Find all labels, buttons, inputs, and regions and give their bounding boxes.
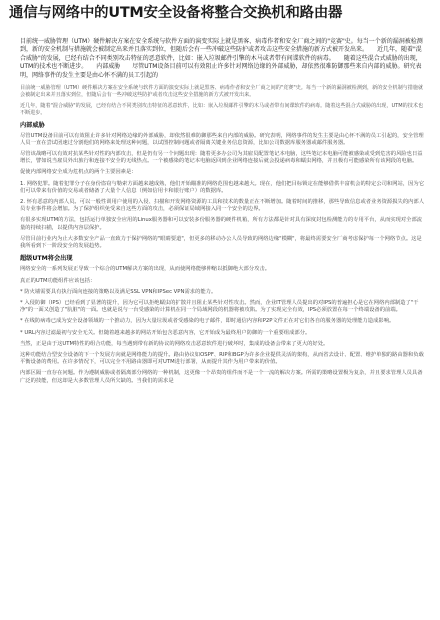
paragraph: 1. 网络犯罪。随着犯罪分子在身份盗窃与勒索方面越来越成熟，他们开始瞄准的网络范围也越来越大。现在，他们把目标锁定在能够借供丰富机会的特定公司和网站，因为它们可以带来有价值的交易或者储备了大量个人信息（例如信用卡和银行账户）的数据库。 [20, 180, 425, 194]
paragraph: 尽管UTM设备目前可以有效阻止许多针对网络边缘的外部威胁，却依然很难防御那些来自内部的威胁。研究表明，网络事件的发生主要是由心怀不满的员工引起的，安全管理人员一直在尝试团速过分割他们的网络来处理这种问题，以试图控制问题或者隔离关键业务信息资源，比如公司数据库服务器或邮件服务器。 [20, 132, 424, 146]
paragraph: 尽管目前行业内为止大多数安全产品一直致力于保护网络的"眼睛要道"，但更多的移动办公人员导致的网络边缘"模糊"，将最终需要安全厂商考虑保护每一个网络节点。这是我所看到下一阶段安全的发展趋势。 [20, 235, 422, 250]
section-heading: 内部威胁 [20, 121, 45, 129]
paragraph: 这种功能结合型安全设备的下一个发展方向就是网络能力的提升。路由协议如OSPF、RIP和BGP为许多企业提供灵活的架构，从而省去设计、配置、维护单独的路由器和负载平衡设备的费用。在许多情况下，可以完全不用路由器即可对UTM进行部署，从而提升其作为用户带来的价值。 [20, 351, 424, 366]
paragraph: 促使内部网络安全成为危机点的两个主要因素是： [20, 169, 137, 176]
paragraph: 网络安全的一系列发展正导致一个综合的UTM解决方案的出现，从而使网络能够伸缩以抵御绝大部分攻击。 [20, 266, 271, 273]
paragraph: * 入侵防御（IPS）已经看到了显著的提升，因为它可以拒绝蠕虫的扩散并且阻止某些针对性攻击。然而，企业IT管理人员提出的对IPS的普遍担心是它在网络内部制造了"干净"的一面又创造了"肮脏"的一面。也就是说与一台受感染的计算机在同一个局域网段的机器将被攻陷。为了实现完全有效，IPS必须放置在每一个终端设备的前端。 [20, 299, 419, 314]
paragraph: * 在线防病毒已成为安全设备领域的一个推动力，因为大量垃圾或者受感染的电子邮件，即时通信内容和P2P文件正在对它们各自的服务器的处理能力造成影响。 [20, 318, 395, 325]
paragraph: 尽管该战略可以有效对抗某些针对性的内部攻击，但是仍有另一个问题出现：随着更多办公司为其雇员配置笔记本电脑，这些笔记本电脑可能被感染或受到危害的风险也日益增长，譬如说当雇员外出旅行和连接不安全的无线热点。一个被感染的笔记本电脑返回到企业网络连接后就会投递病毒和蠕虫网络，并且极有可能感染所有该网段的电脑。 [20, 151, 423, 165]
section-heading: 超级UTM将会出现 [20, 255, 73, 263]
paragraph: 2. 怀有恶意的内部人员。可以一般性训用户使用的入侵、扫描和开发网络资源的工具和技术的数量正在不断增加。随着时间的推移，那些导致信息或者业务资源损失的内部人员专业事件将会增加。为了保护组织免受来自这些方面的攻击，必须保证局域网接入同一个安全的边界。 [20, 199, 425, 213]
paragraph: 当然，正是由于这UTM特性的组合功能，每当遇到带有新的协议的网络攻击恶意软件进行破坏时，集成的设备会带来了更大的好处。 [20, 340, 329, 347]
document-title: 通信与网络中的UTM安全设备将整合交换机和路由器 [9, 5, 343, 21]
paragraph: * URL内容过滤最初与安全无关。但随着越来越多的网站开始包含恶意内容，它开始成为最终用户防御的一个重要组成部分。 [20, 329, 311, 336]
paragraph: 目前统一威胁管理（UTM）硬件解决方案在安全系统与软件方面的演变实际上就是黑客、病毒作者和安全厂商之间的"竞赛"史。每当一个新的漏洞被检测到，新的安全机制与措施就会被制定出来并且落实到位，但随后会有一些冲破这些防护或者攻击这些安全措施的新方式被开发出来。 [20, 85, 424, 98]
paragraph: 有很多实现UTM的方法，包括运行单独安全应用的Linux服务器和可以安装多份服务器的硬件机箱，所有方法都是针对具有深度封包检测能力的专用平台，从而实现对全部流量的持续扫描，以提供内容层保护。 [20, 217, 423, 231]
paragraph: 内部区隔一直存在问题。作为遵制威胁或者隔离部分网络的一种机制，这更像一个昂贵的组件而不是一个一流的解决方案。所需的策略设置极为复杂，并且要求管理人员具备广泛的技能，但这却是大多数管理人员所欠缺的。当我们的需求是 [20, 370, 423, 384]
document-body [20, 38, 424, 389]
paragraph: 真正的UTM功能组件应该包括： [20, 277, 96, 284]
paragraph: 近几年，随着"混合威胁"的发展，已经有结合不同类别攻击特征的恶意软件，比如：嵌入垃圾邮件引擎的木马或者带有间谍软件的病毒。随着这些混合式威胁的出现，UTM的技术也不断进步。 [20, 102, 424, 116]
paragraph: 目前统一威胁管理（UTM）硬件解决方案在安全系统与软件方面的演变实际上就是黑客、病毒作者和安全厂商之间的"竞赛"史。每当一个新的漏洞被检测到，新的安全机制与措施就会被制定出来并且落实到位，但随后会有一些冲破这些防护或者攻击这些安全措施的新方式被开发出来。 近几年，随着"混合威胁"的发展，已经有结合不同类别攻击特征的恶意软件，比如：嵌入垃圾邮件引擎的木马或者带有间谍软件的病毒。 随着这些混合式威胁的出现，UTM的技术也不断进步。 内部威胁 尽管UTM设备目前可以有效阻止许多针对网络边缘的外部威胁，却依然很难防御那些来自内部的威胁。研究表明，网络事件的发生主要是由心怀不满的员工引起的 [20, 38, 423, 79]
paragraph: * 防火墙需要具有执行面向连接的策略以及满足SSL VPN和IPSec VPN需求的能力。 [20, 288, 217, 295]
